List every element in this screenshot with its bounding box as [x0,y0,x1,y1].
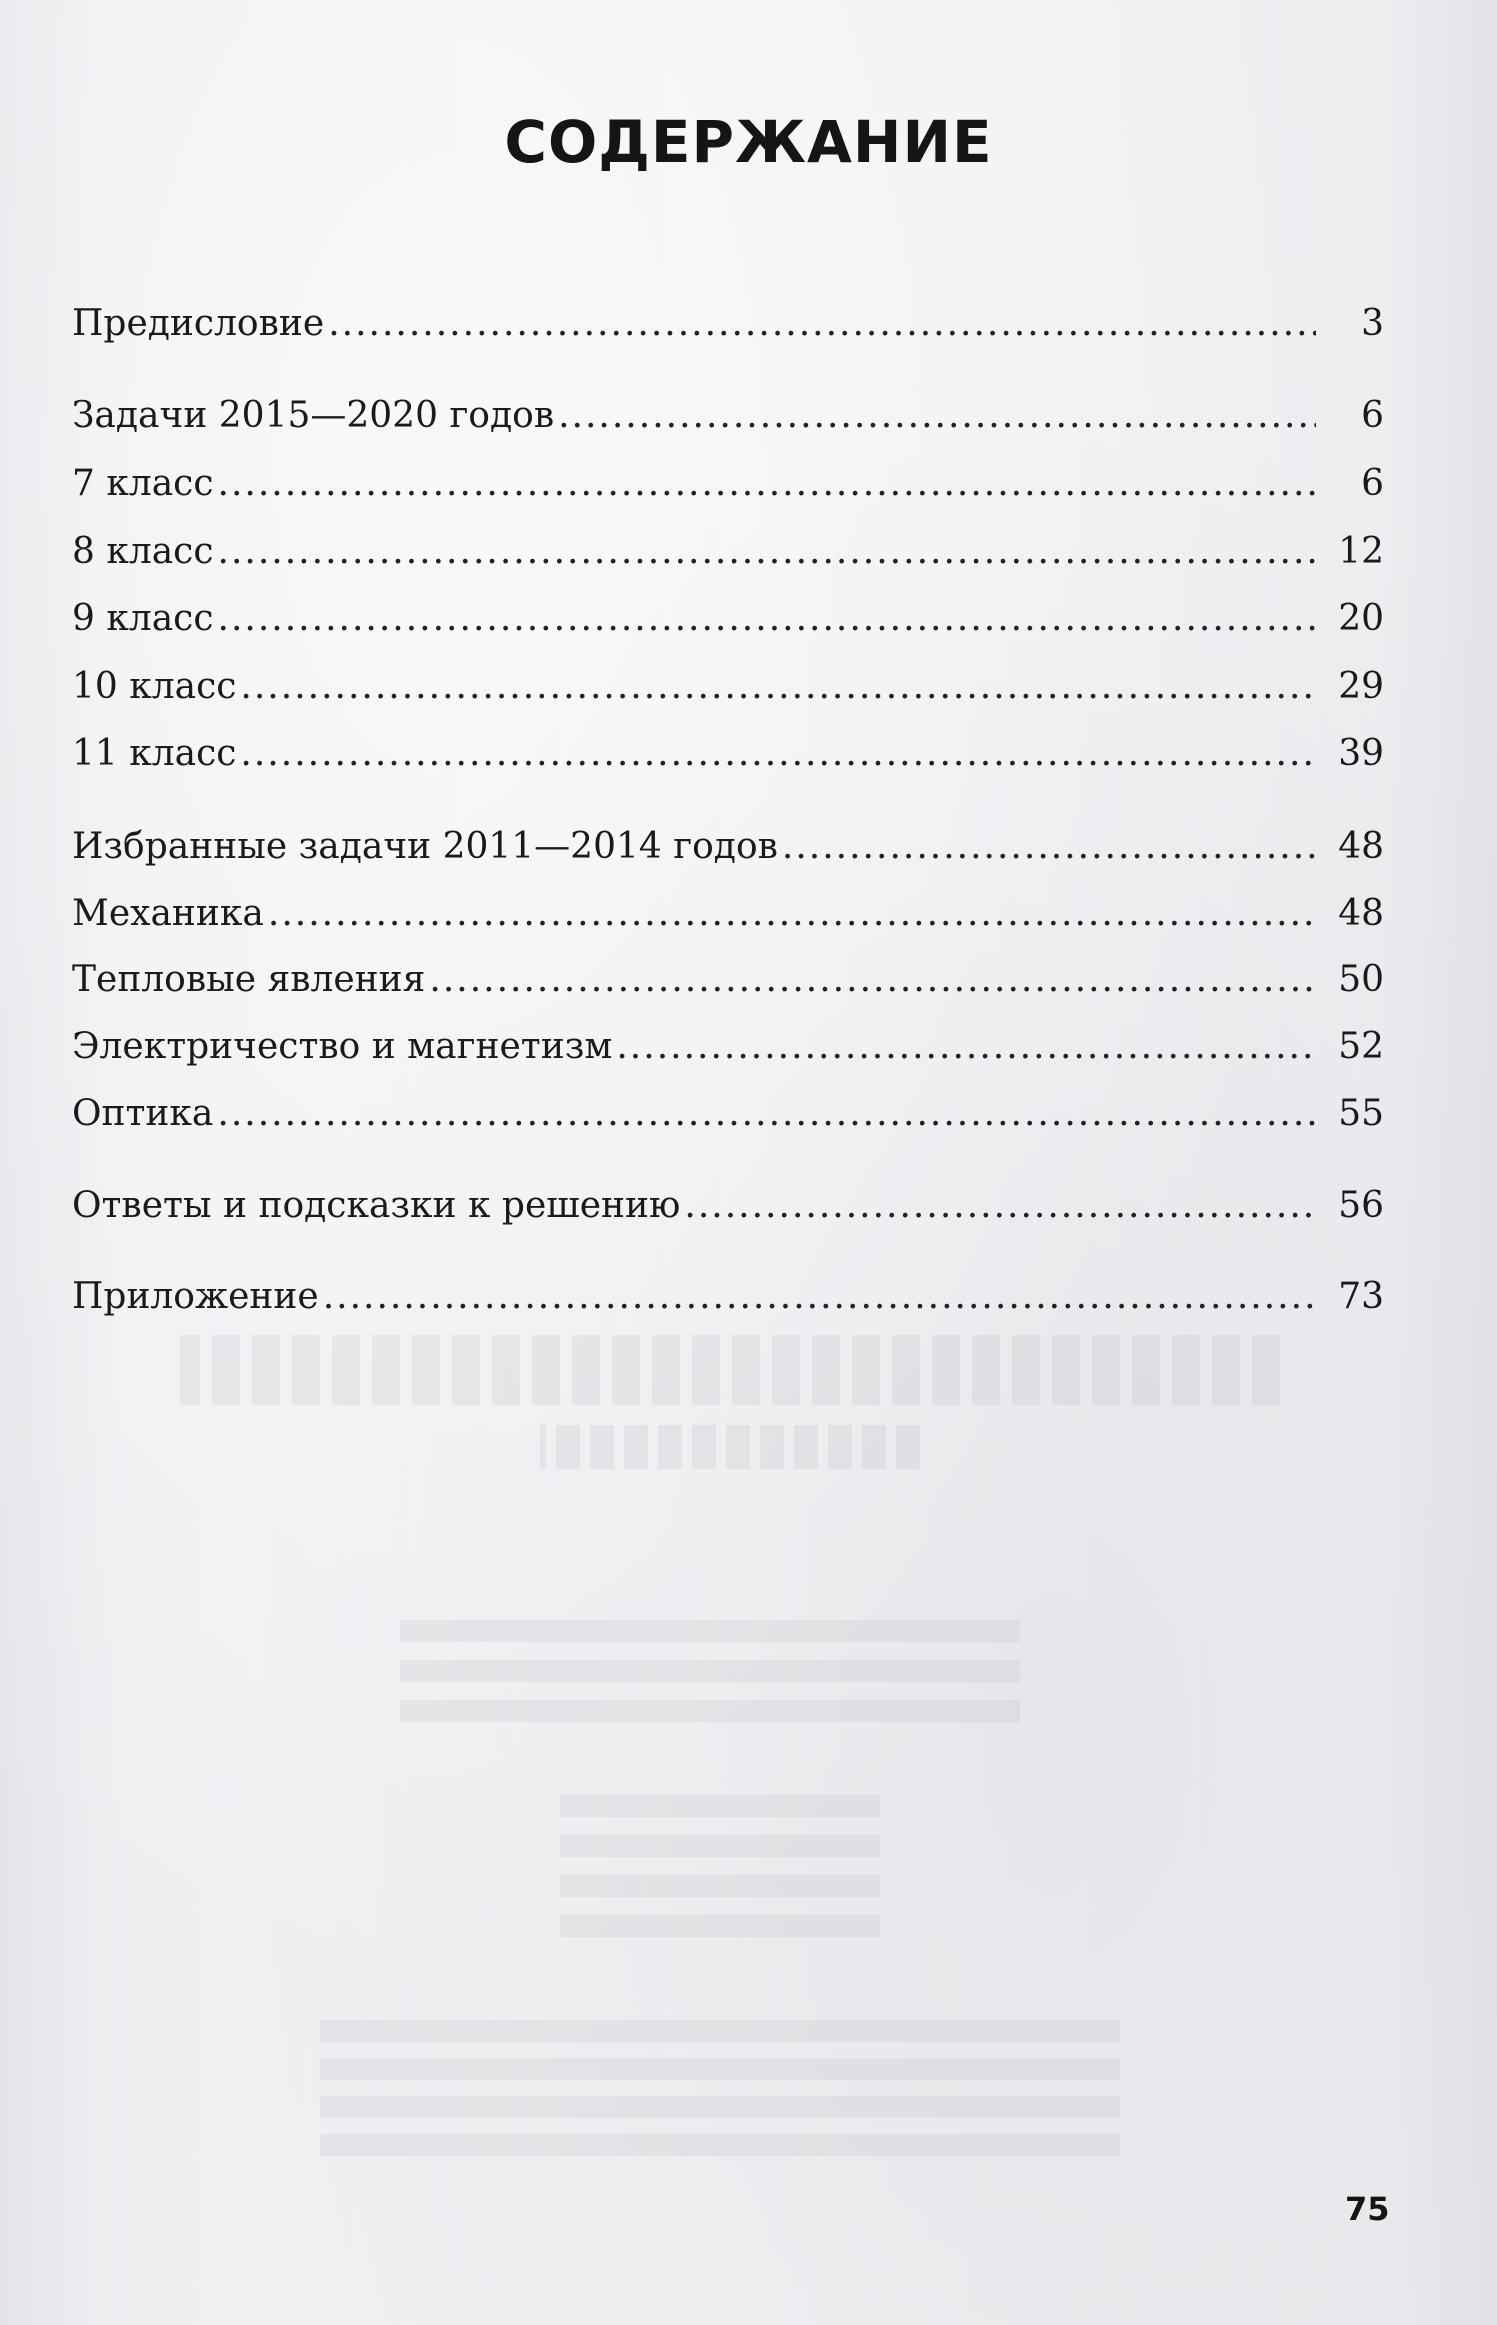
dot-leader [558,392,1316,440]
toc-entry-page: 3 [1361,303,1384,344]
toc-entry-title: Приложение [72,1276,319,1317]
dot-leader [268,890,1316,938]
bleed-through-imprint [400,1620,1020,1740]
dot-leader [429,956,1316,1004]
toc-entry-title: Задачи 2015—2020 годов [72,395,555,436]
dot-leader [240,663,1316,711]
dot-leader [218,460,1316,508]
toc-entry-page: 55 [1338,1093,1384,1134]
toc-entry-electricity[interactable] [72,1023,1384,1071]
toc-entry-title: Избранные задачи 2011—2014 годов [72,826,778,867]
page-number: 75 [1345,2190,1390,2228]
toc-entry-page: 6 [1361,395,1384,436]
toc-entry-page: 73 [1338,1276,1384,1317]
toc-entry-grade-9[interactable] [72,595,1384,643]
dot-leader [782,823,1316,871]
toc-entry-problems-2015-2020[interactable] [72,392,1384,440]
toc-entry-answers[interactable] [72,1182,1384,1230]
dot-leader [328,300,1316,348]
bleed-through-publisher [560,1795,880,1945]
toc-entry-optics[interactable] [72,1090,1384,1138]
dot-leader [218,528,1316,576]
toc-entry-grade-7[interactable] [72,460,1384,508]
toc-entry-title: Механика [72,893,264,934]
toc-entry-title: 9 класс [72,598,214,639]
toc-entry-appendix[interactable] [72,1273,1384,1321]
toc-entry-title: Тепловые явления [72,959,426,1000]
toc-entry-title: Предисловие [72,303,325,344]
toc-entry-title: 10 класс [72,666,237,707]
dot-leader [684,1182,1316,1230]
toc-entry-title: Ответы и подсказки к решению [72,1185,681,1226]
toc-entry-page: 20 [1338,598,1384,639]
toc-entry-grade-11[interactable] [72,730,1384,778]
toc-entry-title: 7 класс [72,463,214,504]
toc-entry-page: 50 [1338,959,1384,1000]
toc-entry-page: 6 [1361,463,1384,504]
dot-leader [323,1273,1316,1321]
toc-entry-title: Электричество и магнетизм [72,1026,613,1067]
toc-entry-page: 39 [1338,733,1384,774]
toc-entry-grade-8[interactable] [72,528,1384,576]
toc-entry-preface[interactable] [72,300,1384,348]
contents-heading: СОДЕРЖАНИЕ [504,108,993,176]
toc-entry-title: Оптика [72,1093,214,1134]
bleed-through-printer [320,2020,1120,2160]
bleed-through-title [180,1335,1280,1405]
toc-entry-page: 52 [1338,1026,1384,1067]
toc-entry-grade-10[interactable] [72,663,1384,711]
dot-leader [217,1090,1316,1138]
dot-leader [218,595,1316,643]
dot-leader [616,1023,1316,1071]
dot-leader [240,730,1316,778]
toc-entry-thermal[interactable] [72,956,1384,1004]
toc-entry-mechanics[interactable] [72,890,1384,938]
bleed-through-subtitle [540,1425,920,1469]
toc-entry-selected-2011-2014[interactable] [72,823,1384,871]
toc-entry-page: 12 [1338,531,1384,572]
toc-entry-page: 48 [1338,893,1384,934]
toc-entry-page: 56 [1338,1185,1384,1226]
toc-entry-title: 11 класс [72,733,237,774]
toc-entry-page: 48 [1338,826,1384,867]
toc-entry-title: 8 класс [72,531,214,572]
toc-entry-page: 29 [1338,666,1384,707]
